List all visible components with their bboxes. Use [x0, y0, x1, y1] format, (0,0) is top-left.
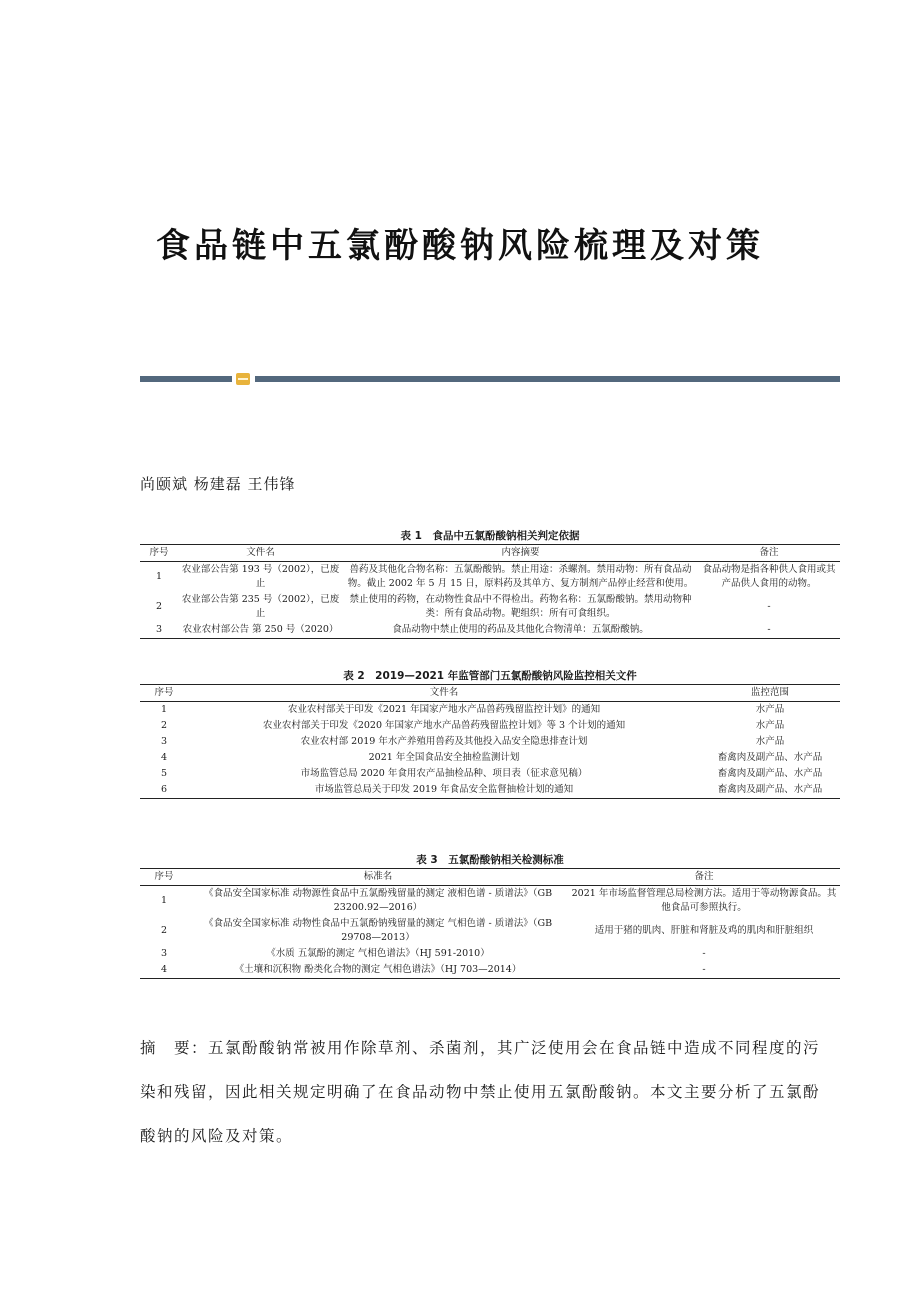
table-3-caption: 表 3 五氯酚酸钠相关检测标准 [416, 854, 564, 866]
cell-note: 适用于猪的肌肉、肝脏和肾脏及鸡的肌肉和肝脏组织 [594, 925, 814, 936]
cell-standard: 《食品安全国家标准 动物源性食品中五氯酚残留量的测定 液相色谱 - 质谱法》（GB 23200.92—2016） [203, 888, 553, 913]
table-row [140, 946, 840, 962]
cell-no: 2 [160, 720, 168, 731]
table-row [140, 734, 840, 750]
cell-no: 4 [160, 752, 168, 763]
cell-file: 市场监管总局 2020 年食用农产品抽检品种、项目表（征求意见稿） [300, 768, 588, 779]
cell-file: 2021 年全国食品安全抽检监测计划 [368, 752, 520, 763]
cell-summary: 禁止使用的药物，在动物性食品中不得检出。药物名称：五氯酚酸钠。禁用动物种类：所有食品动物。靶组织：所有可食组织。 [349, 594, 692, 619]
cell-file: 农业部公告第 193 号（2002），已废止 [181, 564, 340, 589]
cell-note: - [698, 622, 840, 639]
authors: 尚颐斌 杨建磊 王伟锋 [140, 475, 296, 493]
table-row [140, 886, 840, 917]
cell-file: 市场监管总局关于印发 2019 年食品安全监督抽检计划的通知 [188, 782, 700, 799]
title-divider [140, 373, 840, 385]
table-row [140, 718, 840, 734]
cell-scope: 畜禽肉及副产品、水产品 [717, 768, 823, 779]
table-1-header: 内容摘要 [343, 545, 698, 562]
cell-note: 2021 年市场监督管理总局检测方法。适用于等动物源食品。其他食品可参照执行。 [571, 888, 837, 913]
table-row [140, 702, 840, 719]
table-3-header: 序号 [140, 869, 188, 886]
table-row [140, 766, 840, 782]
cell-file: 农业农村部 2019 年水产养殖用兽药及其他投入品安全隐患排查计划 [300, 736, 588, 747]
cell-no: 1 [155, 571, 163, 582]
cell-file: 农业农村部关于印发《2020 年国家产地水产品兽药残留监控计划》等 3 个计划的通知 [262, 720, 626, 731]
table-1 [140, 528, 840, 639]
page-title: 食品链中五氯酚酸钠风险梳理及对策 [156, 226, 764, 266]
cell-scope: 水产品 [755, 704, 785, 715]
table-3 [140, 852, 840, 979]
table-1-grid [140, 544, 840, 639]
cell-note: - [767, 601, 771, 612]
table-1-caption: 表 1 食品中五氯酚酸钠相关判定依据 [400, 530, 580, 542]
cell-no: 2 [155, 601, 163, 612]
cell-file: 农业部公告第 235 号（2002），已废止 [181, 594, 340, 619]
cell-note: - [702, 948, 706, 959]
cell-no: 5 [160, 768, 168, 779]
cell-standard: 《食品安全国家标准 动物性食品中五氯酚钠残留量的测定 气相色谱 - 质谱法》（GB 29708—2013） [203, 918, 553, 943]
table-row [140, 962, 840, 979]
cell-scope: 水产品 [755, 720, 785, 731]
table-2-header: 文件名 [188, 685, 700, 702]
cell-no: 2 [160, 925, 168, 936]
divider-bar-right [255, 376, 840, 382]
cell-summary: 食品动物中禁止使用的药品及其他化合物清单：五氯酚酸钠。 [343, 622, 698, 639]
cell-no: 1 [160, 704, 168, 715]
cell-summary: 兽药及其他化合物名称：五氯酚酸钠。禁止用途：杀螺剂。禁用动物：所有食品动物。截止 2002 年 5 月 15 日，原料药及其单方、复方制剂产品停止经营和使用。 [347, 564, 694, 589]
cell-no: 3 [140, 622, 178, 639]
cell-file: 农业农村部公告 第 250 号（2020） [178, 622, 343, 639]
table-1-header: 备注 [698, 545, 840, 562]
cell-file: 农业农村部关于印发《2021 年国家产地水产品兽药残留监控计划》的通知 [287, 704, 601, 715]
divider-badge-icon [236, 373, 250, 385]
table-row [140, 750, 840, 766]
table-2-header: 监控范围 [700, 685, 840, 702]
table-2 [140, 668, 840, 799]
abstract: 摘 要：五氯酚酸钠常被用作除草剂、杀菌剂，其广泛使用会在食品链中造成不同程度的污染和残留，因此相关规定明确了在食品动物中禁止使用五氯酚酸钠。本文主要分析了五氯酚酸钠的风险及对策。 [140, 1039, 821, 1145]
cell-scope: 畜禽肉及副产品、水产品 [700, 782, 840, 799]
cell-standard: 《土壤和沉积物 酚类化合物的测定 气相色谱法》（HJ 703—2014） [188, 962, 568, 979]
cell-scope: 畜禽肉及副产品、水产品 [717, 752, 823, 763]
cell-no: 6 [140, 782, 188, 799]
table-2-caption: 表 2 2019—2021 年监管部门五氯酚酸钠风险监控相关文件 [343, 670, 637, 682]
cell-no: 3 [160, 736, 168, 747]
cell-no: 1 [160, 895, 168, 906]
cell-scope: 水产品 [755, 736, 785, 747]
table-row [140, 782, 840, 799]
cell-no: 3 [160, 948, 168, 959]
table-row [140, 562, 840, 593]
table-1-header: 文件名 [178, 545, 343, 562]
table-2-header: 序号 [140, 685, 188, 702]
divider-bar-left [140, 376, 232, 382]
table-3-header: 备注 [568, 869, 840, 886]
table-3-header: 标准名 [188, 869, 568, 886]
cell-note: - [568, 962, 840, 979]
cell-note: 食品动物是指各种供人食用或其产品供人食用的动物。 [702, 564, 836, 589]
table-row [140, 622, 840, 639]
table-row [140, 916, 840, 946]
cell-no: 4 [140, 962, 188, 979]
table-row [140, 592, 840, 622]
table-1-header: 序号 [140, 545, 178, 562]
cell-standard: 《水质 五氯酚的测定 气相色谱法》（HJ 591-2010） [266, 948, 490, 959]
table-2-grid [140, 684, 840, 799]
table-3-grid [140, 868, 840, 979]
